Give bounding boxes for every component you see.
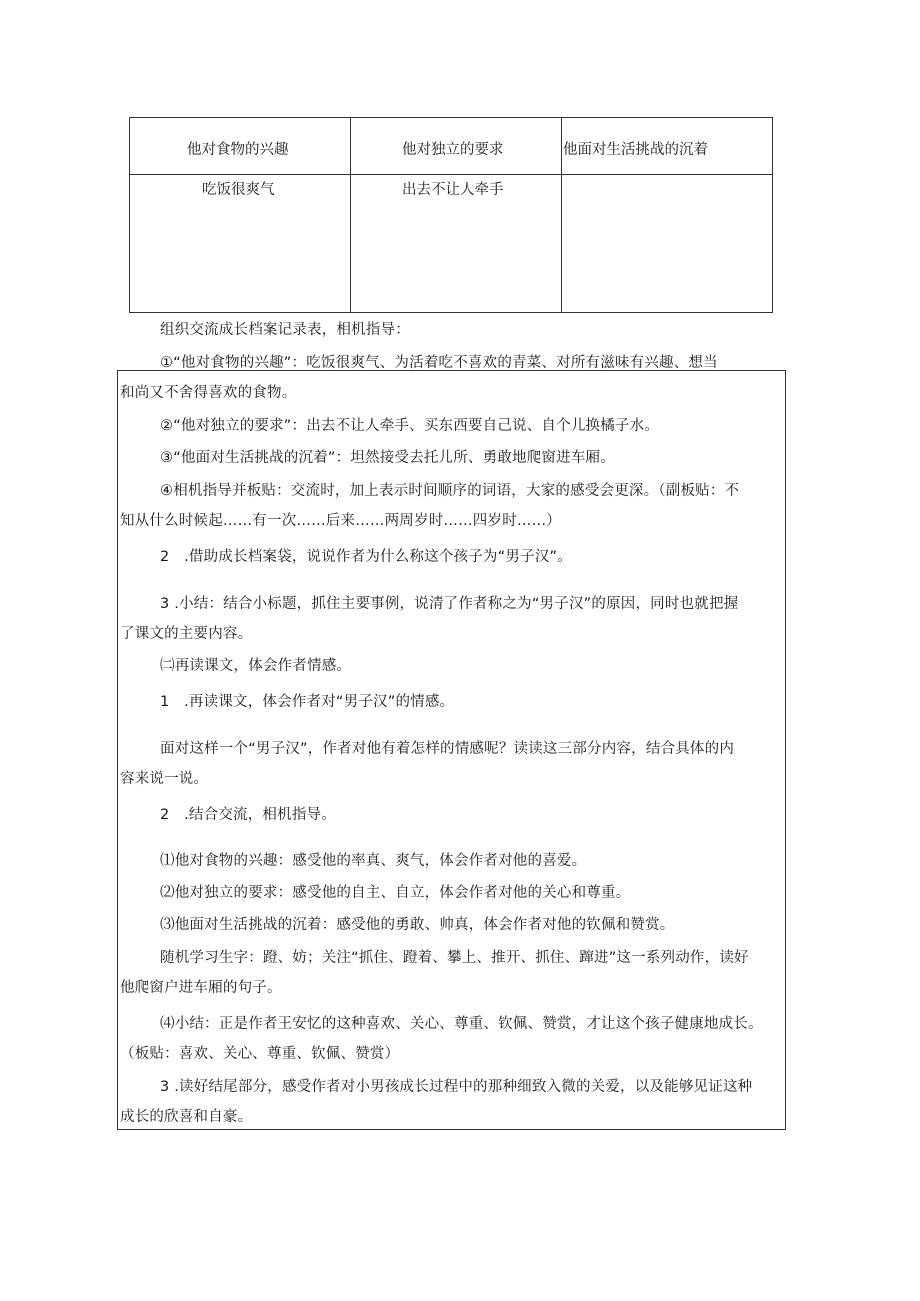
table-divider (350, 118, 351, 312)
table-cell-food: 吃饭很爽气 (202, 182, 275, 198)
text-line: 了课文的主要内容。 (120, 626, 253, 642)
text-line: 2 .借助成长档案袋，说说作者为什么称这个孩子为“男子汉”。 (160, 549, 572, 565)
text-line: 知从什么时候起……有一次……后来……两周岁时……四岁时……） (120, 513, 561, 529)
text-line: ③“他面对生活挑战的沉着”：坦然接受去托儿所、勇敢地爬窗进车厢。 (160, 450, 615, 466)
table-header-challenge: 他面对生活挑战的沉着 (563, 142, 708, 158)
text-line: 3 .小结：结合小标题，抓住主要事例，说清了作者称之为“男子汉”的原因，同时也就把握 (160, 596, 739, 612)
text-line: ④相机指导并板贴：交流时，加上表示时间顺序的词语，大家的感受会更深。（副板贴：不 (160, 483, 740, 499)
table-divider (130, 174, 772, 175)
text-line: 成长的欣喜和自豪。 (120, 1109, 253, 1125)
text-line: ①“他对食物的兴趣”：吃饭很爽气、为活着吃不喜欢的青菜、对所有滋味有兴趣、想当 (160, 355, 718, 371)
text-line: 2 .结合交流，相机指导。 (160, 807, 336, 823)
text-line: ②“他对独立的要求”：出去不让人牵手、买东西要自己说、自个儿换橘子水。 (160, 418, 660, 434)
text-line: 组织交流成长档案记录表，相机指导： (160, 322, 410, 338)
table-header-independence: 他对独立的要求 (402, 142, 504, 158)
text-line: ⑴他对食物的兴趣：感受他的率真、爽气，体会作者对他的喜爱。 (160, 853, 587, 869)
table-header-food: 他对食物的兴趣 (187, 142, 289, 158)
text-line: （板贴：喜欢、关心、尊重、钦佩、赞赏） (120, 1046, 400, 1062)
text-line: ㈡再读课文，体会作者情感。 (160, 658, 352, 674)
text-line: 他爬窗户进车厢的句子。 (120, 980, 282, 996)
table-cell-independence: 出去不让人牵手 (402, 182, 504, 198)
text-line: 随机学习生字：蹬、妨；关注“抓住、蹬着、攀上、推开、抓住、蹿进”这一系列动作，读好 (160, 950, 749, 966)
text-line: ⑷小结：正是作者王安忆的这种喜欢、关心、尊重、钦佩、赞赏，才让这个孩子健康地成长。 (160, 1016, 763, 1032)
text-line: 容来说一说。 (120, 771, 209, 787)
text-line: 面对这样一个“男子汉”，作者对他有着怎样的情感呢？读读这三部分内容，结合具体的内 (160, 741, 735, 757)
record-table (129, 117, 773, 313)
text-line: 1 .再读课文，体会作者对“男子汉”的情感。 (160, 694, 455, 710)
text-line: ⑶他面对生活挑战的沉着：感受他的勇敢、帅真，体会作者对他的钦佩和赞赏。 (160, 917, 675, 933)
table-divider (561, 118, 562, 312)
text-line: 和尚又不舍得喜欢的食物。 (120, 385, 297, 401)
text-line: 3 .读好结尾部分，感受作者对小男孩成长过程中的那种细致入微的关爱，以及能够见证这种 (160, 1079, 753, 1095)
text-line: ⑵他对独立的要求：感受他的自主、自立，体会作者对他的关心和尊重。 (160, 885, 631, 901)
